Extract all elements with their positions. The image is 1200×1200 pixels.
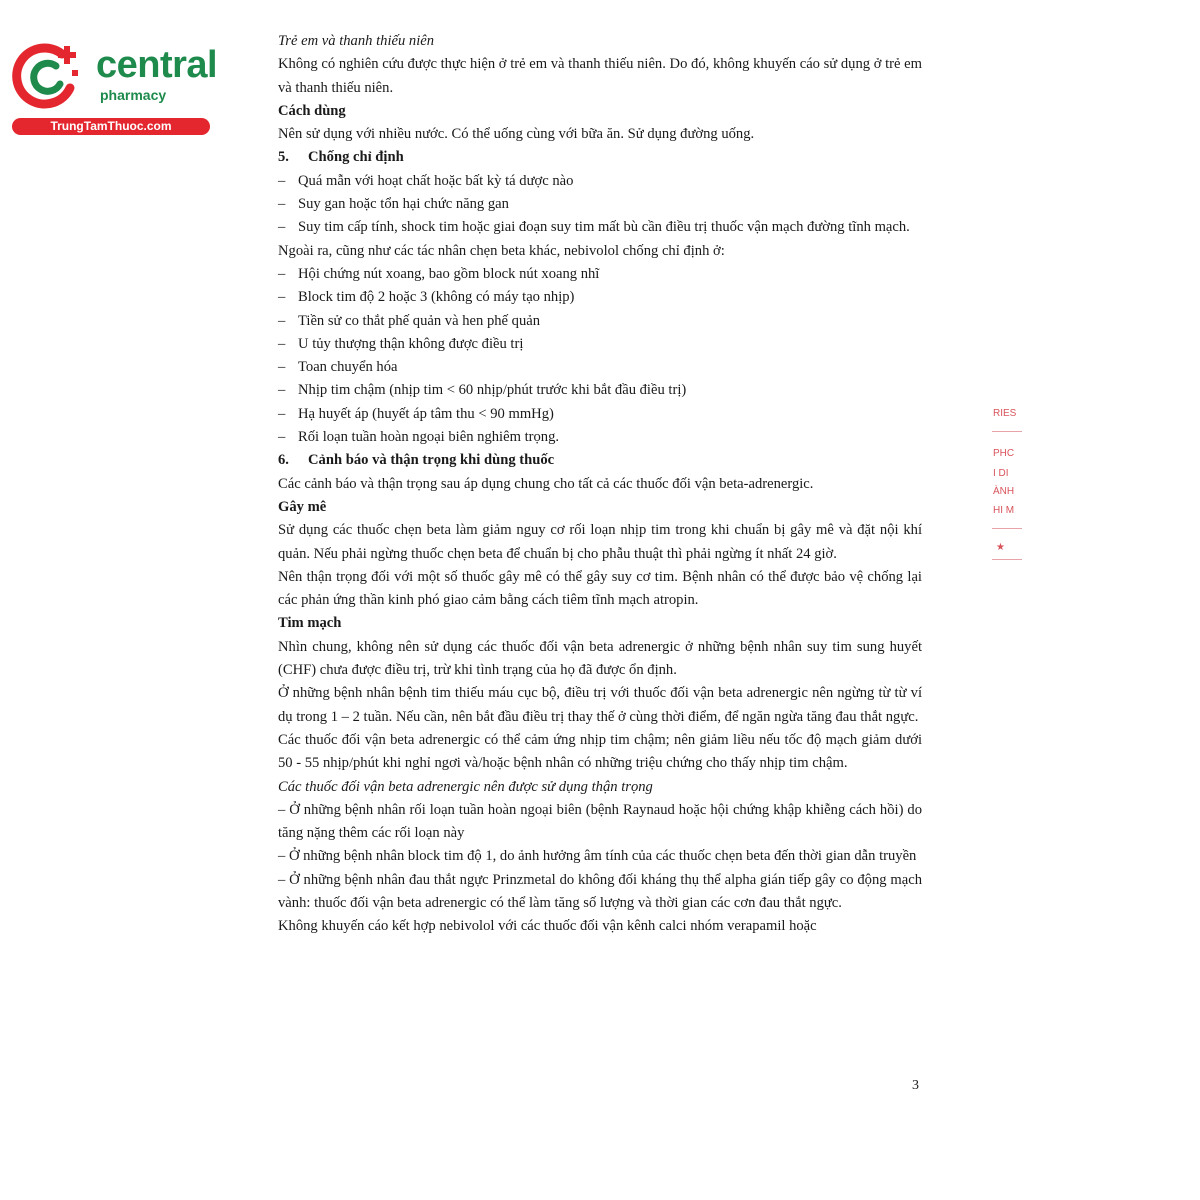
cardio-heading: Tim mạch bbox=[278, 615, 342, 632]
stamp-text: PHC bbox=[993, 448, 1015, 459]
list-item: – Suy gan hoặc tổn hại chức năng gan bbox=[278, 196, 509, 213]
section-5-number: 5. bbox=[278, 149, 289, 166]
section-6-heading bbox=[278, 449, 922, 472]
usage-heading: Cách dùng bbox=[278, 102, 346, 119]
section-6-number: 6. bbox=[278, 452, 289, 469]
list-item: – Nhịp tim chậm (nhịp tim < 60 nhịp/phút trước khi bắt đầu điều trị) bbox=[278, 382, 687, 399]
cardio-paragraph-3: Các thuốc đối vận beta adrenergic có thể cảm ứng nhịp tim chậm; nên giảm liều nếu tốc độ mạch giảm dưới 50 - 55 nhịp/phút khi nghỉ ngơi và/hoặc bệnh nhân có những triệu chứng cho thấy nhịp tim chậm. bbox=[278, 731, 922, 772]
list-item: – Tiền sử co thắt phế quản và hen phế quản bbox=[278, 312, 541, 329]
stamp-text: HI M bbox=[993, 505, 1015, 516]
anesthesia-heading: Gây mê bbox=[278, 498, 327, 515]
section-5-title: Chống chỉ định bbox=[308, 149, 404, 166]
list-item: – Hội chứng nút xoang, bao gồm block nút xoang nhĩ bbox=[278, 265, 600, 282]
list-item: – U tủy thượng thận không được điều trị bbox=[278, 335, 524, 352]
section-5-heading bbox=[278, 146, 922, 169]
logo-brand: central bbox=[96, 44, 218, 86]
caution-item: – Ở những bệnh nhân block tim độ 1, do ảnh hưởng âm tính của các thuốc chẹn beta đến thời gian dẫn truyền bbox=[278, 848, 917, 865]
approval-stamp bbox=[992, 405, 1024, 567]
children-paragraph: Không có nghiên cứu được thực hiện ở trẻ em và thanh thiếu niên. Do đó, không khuyến cáo sử dụng ở trẻ em và thanh thiếu niên. bbox=[278, 56, 922, 96]
section-6-title: Cảnh báo và thận trọng khi dùng thuốc bbox=[308, 452, 555, 469]
central-pharmacy-logo bbox=[10, 36, 218, 136]
stamp-text: ÀNH bbox=[993, 486, 1015, 497]
pharmacy-logo-icon bbox=[10, 40, 82, 112]
warnings-intro: Các cảnh báo và thận trọng sau áp dụng chung cho tất cả các thuốc đối vận beta-adrenergic. bbox=[278, 475, 814, 492]
caution-heading: Các thuốc đối vận beta adrenergic nên được sử dụng thận trọng bbox=[278, 778, 653, 795]
cardio-paragraph-2: Ở những bệnh nhân bệnh tim thiếu máu cục bộ, điều trị với thuốc đối vận beta adrenergic nên ngừng từ từ ví dụ trong 1 – 2 tuần. Nếu cần, nên bắt đầu điều trị thay thế ở cùng thời điểm, để ngăn ngừa tăng đau thắt ngực. bbox=[278, 685, 922, 725]
caution-item: – Ở những bệnh nhân rối loạn tuần hoàn ngoại biên (bệnh Raynaud hoặc hội chứng khập khiễng cách hồi) do tăng nặng thêm các rối loạn này bbox=[278, 801, 922, 842]
list-item: – Rối loạn tuần hoàn ngoại biên nghiêm trọng. bbox=[278, 429, 560, 446]
list-item: – Block tim độ 2 hoặc 3 (không có máy tạo nhịp) bbox=[278, 289, 575, 306]
children-heading: Trẻ em và thanh thiếu niên bbox=[278, 33, 435, 49]
page-number: 3 bbox=[912, 1078, 919, 1093]
star-icon: ★ bbox=[996, 542, 1005, 553]
list-item: – Quá mẫn với hoạt chất hoặc bất kỳ tá dược nào bbox=[278, 172, 574, 189]
anesthesia-paragraph-1: Sử dụng các thuốc chẹn beta làm giảm nguy cơ rối loạn nhịp tim trong khi chuẩn bị gây mê và đặt nội khí quản. Nếu phải ngừng thuốc chẹn beta để chuẩn bị cho phẫu thuật thì phải ngừng ít nhất 24 giờ. bbox=[278, 522, 922, 562]
logo-subtitle: pharmacy bbox=[100, 87, 167, 103]
contraindication-intro: Ngoài ra, cũng như các tác nhân chẹn beta khác, nebivolol chống chỉ định ở: bbox=[278, 242, 725, 259]
list-item: – Suy tim cấp tính, shock tim hoặc giai đoạn suy tim mất bù cần điều trị thuốc vận mạch đường tĩnh mạch. bbox=[278, 219, 910, 236]
cardio-paragraph-1: Nhìn chung, không nên sử dụng các thuốc đối vận beta adrenergic ở những bệnh nhân suy tim sung huyết (CHF) chưa được điều trị, trừ khi tình trạng của họ đã được ổn định. bbox=[278, 638, 922, 679]
stamp-text: RIES bbox=[993, 408, 1017, 419]
logo-site: TrungTamThuoc.com bbox=[12, 118, 210, 135]
document-body bbox=[278, 30, 922, 939]
anesthesia-paragraph-2: Nên thận trọng đối với một số thuốc gây mê có thể gây suy cơ tim. Bệnh nhân có thể được bảo vệ chống lại các phản ứng thần kinh phó giao cảm bằng cách tiêm tĩnh mạch atropin. bbox=[278, 568, 922, 609]
last-line: Không khuyến cáo kết hợp nebivolol với các thuốc đối vận kênh calci nhóm verapamil hoặc bbox=[278, 918, 817, 935]
list-item: – Toan chuyển hóa bbox=[278, 359, 398, 376]
stamp-text: I DI bbox=[993, 468, 1009, 479]
caution-item: – Ở những bệnh nhân đau thắt ngực Prinzmetal do không đối kháng thụ thể alpha gián tiếp gây co động mạch vành: thuốc đối vận beta adrenergic có thể làm tăng số lượng và thời gian các cơn đau thắt ngực. bbox=[278, 871, 922, 911]
list-item: – Hạ huyết áp (huyết áp tâm thu < 90 mmHg) bbox=[278, 405, 554, 422]
usage-paragraph: Nên sử dụng với nhiều nước. Có thể uống cùng với bữa ăn. Sử dụng đường uống. bbox=[278, 126, 755, 143]
